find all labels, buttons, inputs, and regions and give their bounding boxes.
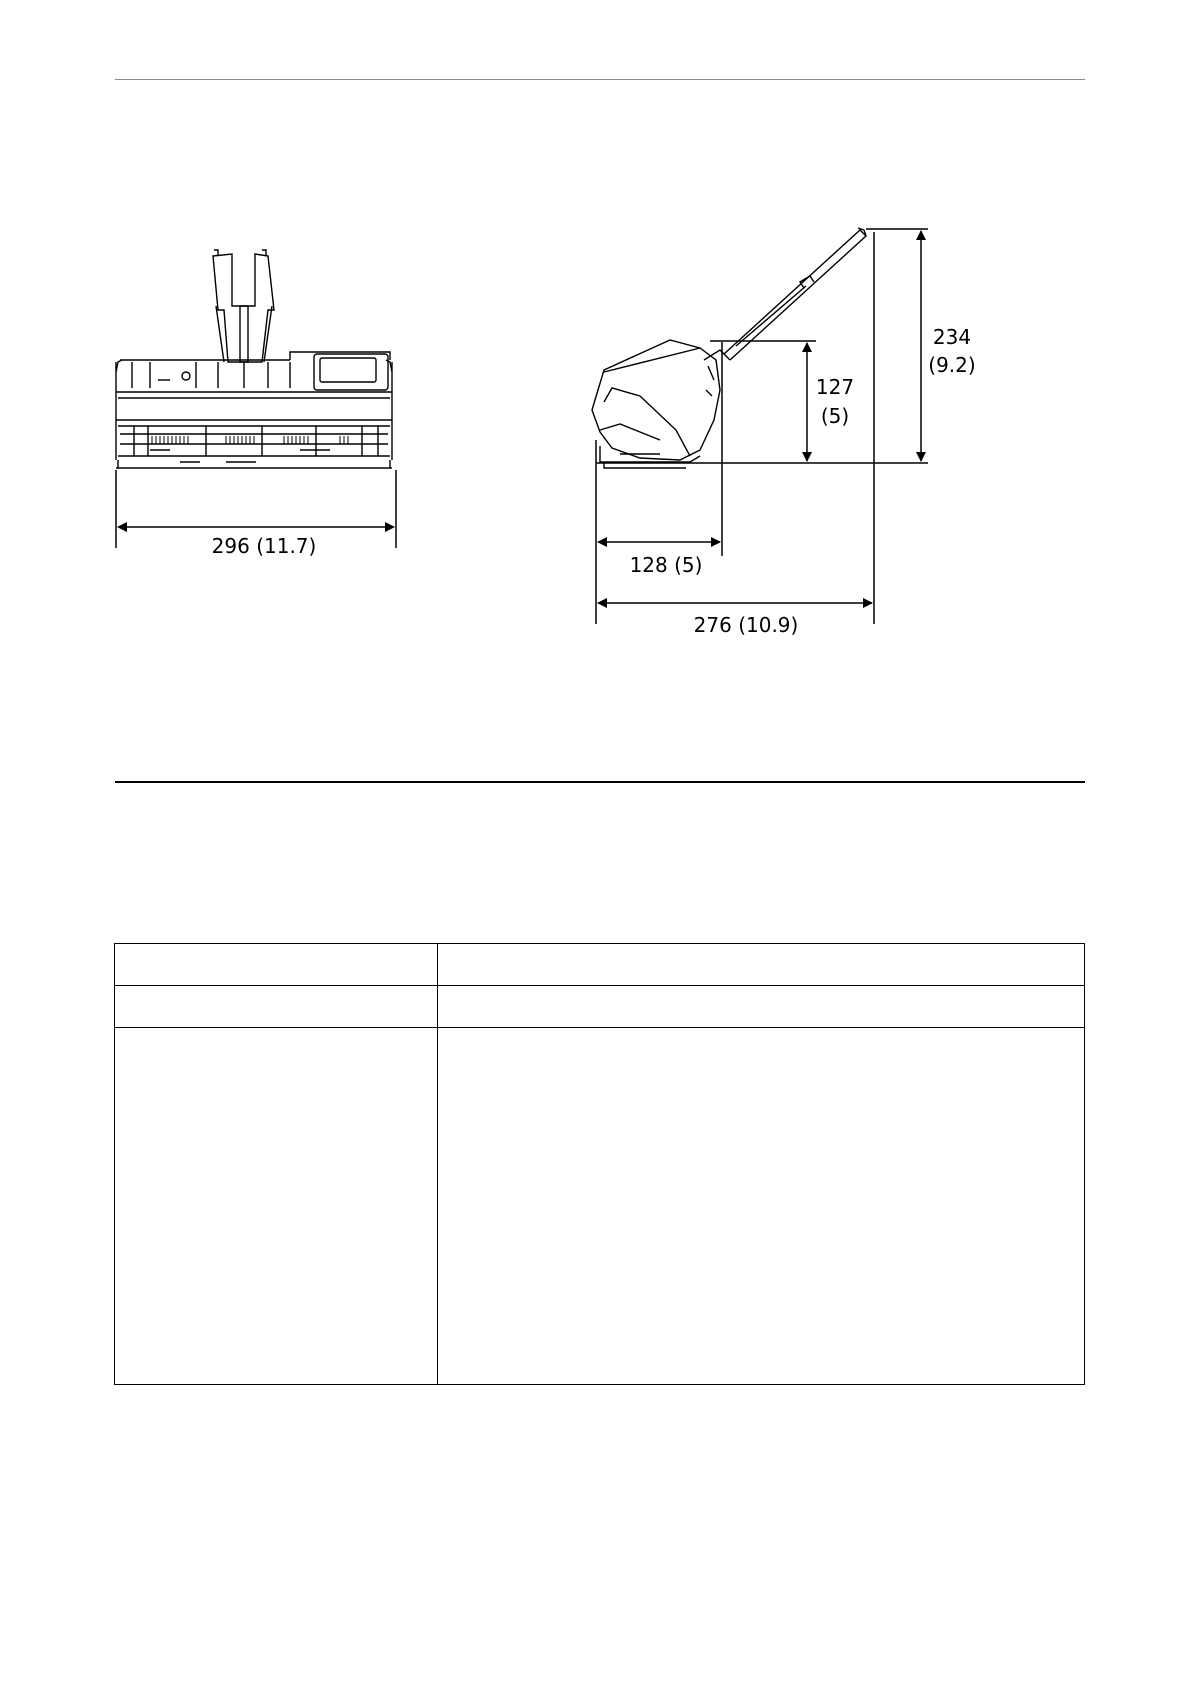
table-row bbox=[115, 1028, 1085, 1385]
dimension-drawings bbox=[0, 0, 1190, 700]
scanner-front-view-illustration bbox=[116, 250, 392, 468]
total-height-value-label: 234 bbox=[932, 325, 972, 349]
total-height-inch-label: (9.2) bbox=[928, 353, 976, 377]
table-cell-label bbox=[115, 986, 438, 1028]
table-cell-value bbox=[438, 986, 1085, 1028]
spec-table bbox=[114, 943, 1085, 1385]
table-cell-label bbox=[115, 944, 438, 986]
front-width-label: 296 (11.7) bbox=[211, 534, 317, 558]
total-depth-label: 276 (10.9) bbox=[693, 613, 799, 637]
section-rule bbox=[115, 781, 1085, 783]
table-row bbox=[115, 986, 1085, 1028]
table-row bbox=[115, 944, 1085, 986]
table-cell-value bbox=[438, 1028, 1085, 1385]
table-cell-value bbox=[438, 944, 1085, 986]
front-detail-hatching bbox=[152, 436, 348, 444]
body-depth-label: 128 (5) bbox=[629, 553, 703, 577]
body-height-value-label: 127 bbox=[815, 375, 855, 399]
table-cell-label bbox=[115, 1028, 438, 1385]
body-height-inch-label: (5) bbox=[820, 404, 850, 428]
scanner-side-view-illustration bbox=[592, 228, 866, 468]
